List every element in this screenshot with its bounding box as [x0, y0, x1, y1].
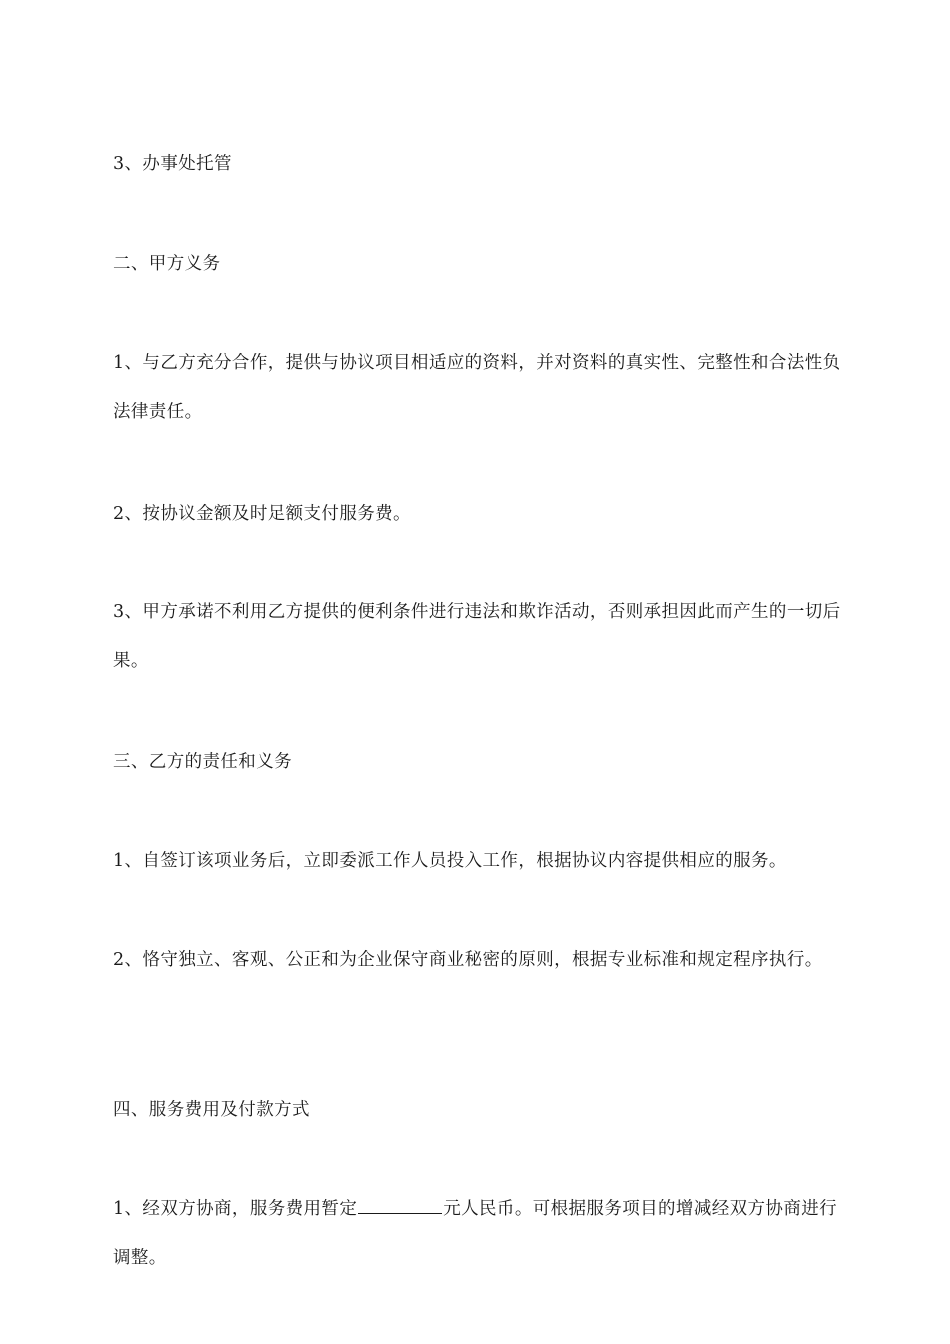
paragraph-fee-item-1 [113, 1185, 843, 1283]
paragraph-party-a-item-2: 2、按协议金额及时足额支付服务费。 [113, 504, 411, 524]
paragraph-party-a-item-3: 3、甲方承诺不利用乙方提供的便利条件进行违法和欺诈活动，否则承担因此而产生的一切后果。 [113, 602, 841, 671]
paragraph-party-b-item-2: 2、恪守独立、客观、公正和为企业保守商业秘密的原则，根据专业标准和规定程序执行。 [113, 950, 823, 970]
fee-text-after: 元人民币。可根据服务项目的增减经双方协商进行调整。 [113, 1199, 838, 1268]
paragraph-party-b-item-1: 1、自签订该项业务后，立即委派工作人员投入工作，根据协议内容提供相应的服务。 [113, 851, 787, 871]
paragraph-section-item-3: 3、办事处托管 [113, 154, 232, 174]
heading-service-fees: 四、服务费用及付款方式 [113, 1100, 310, 1120]
heading-party-a-obligations: 二、甲方义务 [113, 254, 221, 274]
paragraph-party-a-item-1: 1、与乙方充分合作，提供与协议项目相适应的资料，并对资料的真实性、完整性和合法性负法律责任。 [113, 353, 841, 422]
fee-text-before: 1、经双方协商，服务费用暂定 [113, 1199, 358, 1219]
fee-amount-blank[interactable] [358, 1195, 442, 1214]
heading-party-b-responsibilities: 三、乙方的责任和义务 [113, 752, 292, 772]
